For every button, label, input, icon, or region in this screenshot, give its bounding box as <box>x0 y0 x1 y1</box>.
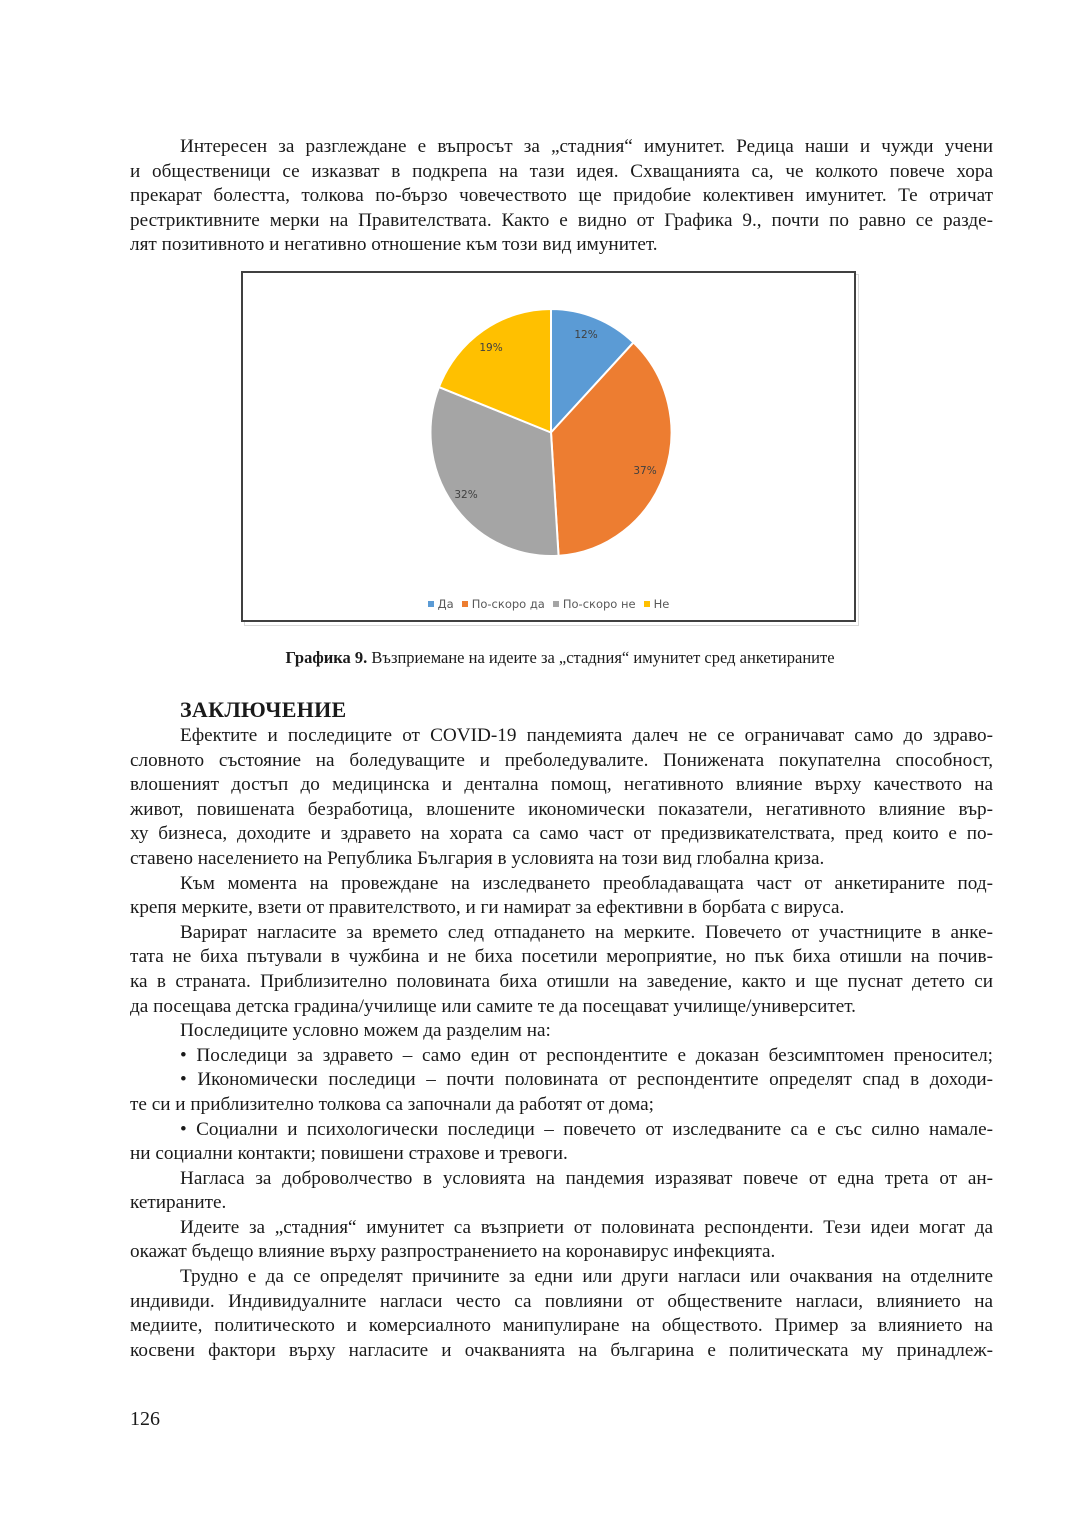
pie-slices <box>431 309 672 556</box>
legend-item <box>428 597 454 611</box>
text-line: Ефектите и последиците от COVID-19 пандемията далеч не се ограничават само до здраво- <box>180 725 993 746</box>
pie-chart <box>0 0 1080 700</box>
legend-label: По-скоро да <box>471 597 545 611</box>
legend-item <box>644 597 670 611</box>
slice-label: 19% <box>479 342 503 354</box>
legend-label: Не <box>653 597 670 611</box>
figure-caption <box>0 648 1080 668</box>
legend-label: По-скоро не <box>562 597 636 611</box>
text-line: медиите, политическото и комерсиалното манипулиране на обществото. Пример за влиянието на <box>130 1315 993 1337</box>
legend-label: Да <box>437 597 454 611</box>
text-line: косвени фактори върху нагласите и очакванията на българина е политическата му принадлеж- <box>130 1339 993 1361</box>
text-line: те си и приблизително толкова са започнали да работят от дома; <box>130 1093 655 1115</box>
text-line: ставено населението на Република България в условията на този вид глобална криза. <box>130 847 825 869</box>
caption-label: Графика 9. <box>285 648 368 667</box>
section-body <box>130 724 993 1363</box>
slice-label: 32% <box>454 489 478 501</box>
legend-swatch-icon <box>428 601 434 607</box>
text-line: крепя мерките, взети от правителството, и ги намират за ефективни в борбата с вируса. <box>130 897 845 919</box>
legend-swatch-icon <box>644 601 650 607</box>
legend-swatch-icon <box>462 601 468 607</box>
text-line: ху бизнеса, доходите и здравето на хората са само част от предизвикателствата, пред които е по- <box>130 823 993 845</box>
chart-legend <box>241 597 856 611</box>
text-line: • Икономически последици – почти половината от респондентите определят спад в доходи- <box>180 1069 993 1091</box>
text-line: тата не биха пътували в чужбина и не биха посетили мероприятие, но пък биха отишли на почив- <box>130 946 993 968</box>
text-line: кетираните. <box>130 1192 227 1214</box>
legend-swatch-icon <box>553 601 559 607</box>
text-line: и общественици се изказват в подкрепа на тази идея. Схващанията са, че колкото повече хора <box>130 160 993 182</box>
text-line: лят позитивното и негативно отношение към този вид имунитет. <box>130 234 658 256</box>
text-line: • Социални и психологически последици – повечето от изследваните са е със силно намале- <box>180 1118 993 1140</box>
text-line: Интересен за разглеждане е въпросът за „стадния“ имунитет. Редица наши и чужди учени <box>180 136 993 157</box>
section-heading: ЗАКЛЮЧЕНИЕ <box>180 697 347 722</box>
text-line: Към момента на провеждане на изследването преобладаващата част от анкетираните под- <box>180 872 993 894</box>
legend-item <box>553 597 636 611</box>
legend-item <box>462 597 545 611</box>
text-line: прекарат болестта, толкова по-бързо човечеството ще придобие колективен имунитет. Те отричат <box>130 185 993 207</box>
text-line: словното състояние на боледуващите и преболедувалите. Понижената покупателна способност, <box>130 749 993 771</box>
text-line: окажат бъдещо влияние върху разпространението на коронавирус инфекцията. <box>130 1241 776 1263</box>
text-line: ка в страната. Приблизително половината биха отишли на заведение, както и ще пуснат детето си <box>130 970 993 992</box>
text-line: Нагласа за доброволчество в условията на пандемия изразяват повече от една трета от ан- <box>180 1167 993 1189</box>
text-line: • Последици за здравето – само един от респондентите е доказан безсимптомен преносител; <box>180 1044 993 1066</box>
caption-text: Възприемане на идеите за „стадния“ имунитет сред анкетираните <box>367 648 835 667</box>
text-line: Варират нагласите за времето след отпадането на мерките. Повечето от участниците в анке- <box>180 921 993 943</box>
text-line: рестриктивните мерки на Правителствата. Както е видно от Графика 9., почти по равно се разде- <box>130 209 993 231</box>
text-line: Трудно е да се определят причините за едни или други нагласи или очаквания на отделните <box>180 1266 993 1288</box>
text-line: ни социални контакти; повишени страхове и тревоги. <box>130 1143 568 1165</box>
text-line: индивиди. Индивидуалните нагласи често са повлияни от обществените нагласи, влиянието на <box>130 1290 993 1312</box>
slice-label: 37% <box>633 465 657 477</box>
text-line: Последиците условно можем да разделим на: <box>180 1020 551 1042</box>
text-line: да посещава детска градина/училище или самите те да посещават училище/университет. <box>130 995 856 1017</box>
text-line: Идеите за „стадния“ имунитет са възприети от половината респонденти. Тези идеи могат да <box>180 1216 993 1238</box>
page-number: 126 <box>130 1408 160 1430</box>
text-line: живот, повишената безработица, влошените икономически показатели, негативното влияние вър- <box>130 798 993 820</box>
slice-label: 12% <box>574 329 598 341</box>
text-line: влошеният достъп до медицинска и дентална помощ, негативното влияние върху качеството на <box>130 774 993 796</box>
